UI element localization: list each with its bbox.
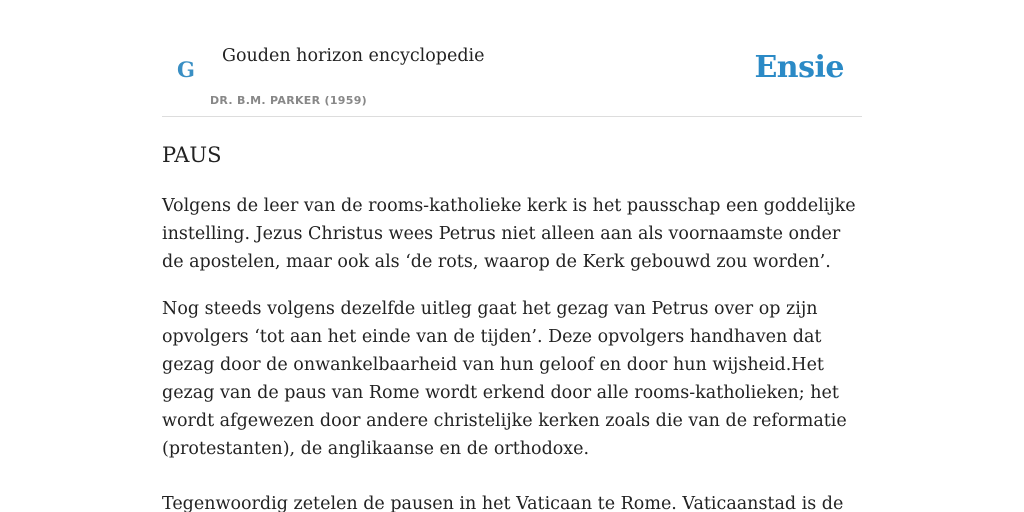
ensie-brand-logo[interactable]: Ensie xyxy=(754,50,844,85)
encyclopedia-logo-icon[interactable]: G xyxy=(177,57,195,82)
author-credit: DR. B.M. PARKER (1959) xyxy=(210,94,367,107)
article-headword: PAUS xyxy=(162,143,222,167)
encyclopedia-header xyxy=(162,0,862,117)
encyclopedia-title-link[interactable]: Gouden horizon encyclopedie xyxy=(222,46,485,66)
article-body xyxy=(162,140,862,512)
article-paragraph: Tegenwoordig zetelen de pausen in het Vaticaan te Rome. Vaticaanstad is de xyxy=(162,494,844,512)
article-paragraph: Nog steeds volgens dezelfde uitleg gaat het gezag van Petrus over op zijn opvolgers ‘tot aan het einde van de tijden’. Deze opvolgers handhaven dat gezag door de onwankelbaarheid van hun geloof en door hun wijsheid.Het gezag van de paus van Rome wordt erkend door alle rooms-katholieken; het wordt afgewezen door andere christelijke kerken zoals die van de reformatie (protestanten), de anglikaanse en de orthodoxe. xyxy=(162,299,847,459)
article-paragraph: Volgens de leer van de rooms-katholieke kerk is het pausschap een goddelijke instelling. Jezus Christus wees Petrus niet alleen aan als voornaamste onder de apostelen, maar ook als ‘de rots, waarop de Kerk gebouwd zou worden’. xyxy=(162,196,856,272)
